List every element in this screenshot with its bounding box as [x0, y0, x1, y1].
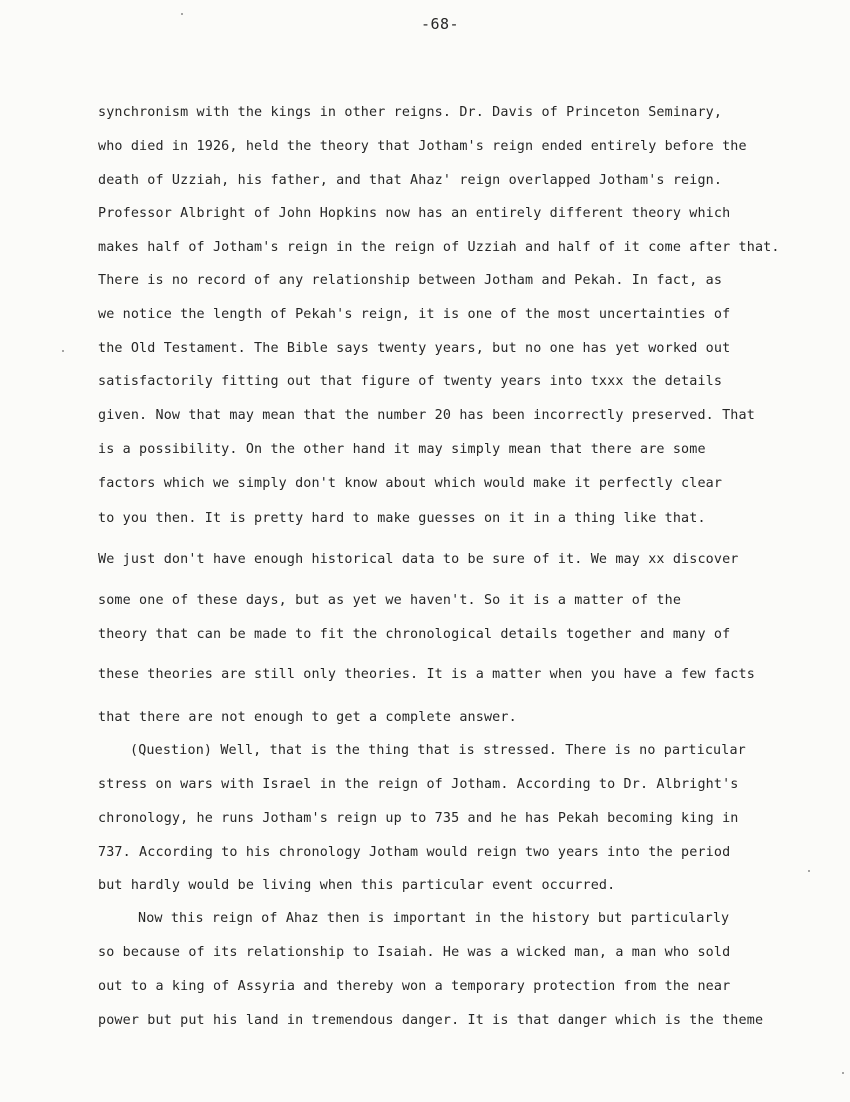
text-line: death of Uzziah, his father, and that Ahaz' reign overlapped Jotham's reign. [98, 173, 723, 188]
text-line: factors which we simply don't know about which would make it perfectly clear [98, 476, 723, 491]
text-line: out to a king of Assyria and thereby won a temporary protection from the near [98, 979, 731, 994]
text-line: who died in 1926, held the theory that Jotham's reign ended entirely before the [98, 139, 747, 154]
text-line: we notice the length of Pekah's reign, it is one of the most uncertainties of [98, 307, 731, 322]
text-line: 737. According to his chronology Jotham would reign two years into the period [98, 845, 731, 860]
text-line: some one of these days, but as yet we haven't. So it is a matter of the [98, 593, 682, 608]
text-line: stress on wars with Israel in the reign of Jotham. According to Dr. Albright's [98, 777, 739, 792]
text-line: that there are not enough to get a complete answer. [98, 710, 517, 725]
text-line: is a possibility. On the other hand it may simply mean that there are some [98, 442, 706, 457]
text-line: to you then. It is pretty hard to make guesses on it in a thing like that. [98, 511, 706, 526]
text-line: power but put his land in tremendous danger. It is that danger which is the theme [98, 1013, 764, 1028]
text-line: There is no record of any relationship between Jotham and Pekah. In fact, as [98, 273, 723, 288]
text-line: (Question) Well, that is the thing that is stressed. There is no particular [130, 743, 746, 758]
paper-speck [808, 870, 810, 872]
text-line: makes half of Jotham's reign in the reign of Uzziah and half of it come after that. [98, 240, 780, 255]
paper-speck [181, 13, 183, 15]
page-number: -68- [420, 15, 460, 33]
text-line: Now this reign of Ahaz then is important in the history but particularly [138, 911, 730, 926]
paper-speck [62, 350, 64, 352]
text-line: We just don't have enough historical data to be sure of it. We may xx discover [98, 552, 739, 567]
text-line: so because of its relationship to Isaiah. He was a wicked man, a man who sold [98, 945, 731, 960]
text-line: synchronism with the kings in other reigns. Dr. Davis of Princeton Seminary, [98, 105, 723, 120]
text-line: satisfactorily fitting out that figure of twenty years into txxx the details [98, 374, 723, 389]
text-line: but hardly would be living when this particular event occurred. [98, 878, 616, 893]
text-line: given. Now that may mean that the number 20 has been incorrectly preserved. That [98, 408, 755, 423]
text-line: these theories are still only theories. It is a matter when you have a few facts [98, 667, 755, 682]
text-line: the Old Testament. The Bible says twenty years, but no one has yet worked out [98, 341, 731, 356]
paper-speck [842, 1072, 844, 1074]
text-line: theory that can be made to fit the chronological details together and many of [98, 627, 731, 642]
text-line: chronology, he runs Jotham's reign up to 735 and he has Pekah becoming king in [98, 811, 739, 826]
text-line: Professor Albright of John Hopkins now has an entirely different theory which [98, 206, 731, 221]
